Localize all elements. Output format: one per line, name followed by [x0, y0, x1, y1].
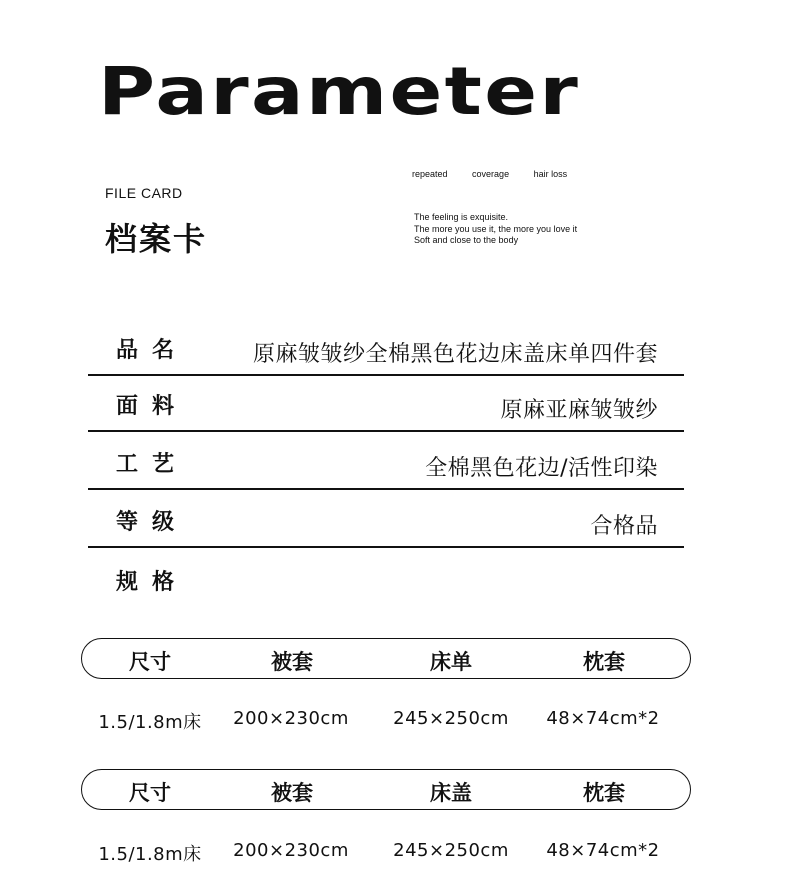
file-card-cn-label: 档案卡	[105, 220, 208, 258]
feeling-text	[414, 212, 577, 247]
param-label: 面料	[116, 394, 189, 419]
header-cell: 床盖	[430, 781, 472, 805]
size-cell: 1.5/1.8m床	[98, 844, 202, 865]
size-table-header	[81, 769, 691, 810]
param-value: 合格品	[590, 514, 658, 539]
param-row-craft	[88, 432, 684, 490]
param-row-fabric	[88, 374, 684, 432]
header-cell: 床单	[430, 650, 472, 674]
header-cell: 尺寸	[129, 650, 171, 674]
param-label: 规格	[116, 570, 189, 595]
tag-hair-loss: hair loss	[533, 169, 568, 179]
size-cell: 48×74cm*2	[546, 840, 660, 861]
size-table-header	[81, 638, 691, 679]
param-label: 等级	[116, 510, 189, 535]
size-cell: 200×230cm	[233, 708, 349, 729]
tag-repeated: repeated	[412, 169, 448, 179]
header-cell: 被套	[271, 781, 313, 805]
param-value: 全棉黑色花边/活性印染	[425, 456, 658, 481]
feeling-line: The more you use it, the more you love it	[414, 223, 578, 234]
param-row-grade	[88, 490, 684, 548]
header-cell: 被套	[271, 650, 313, 674]
header-cell: 枕套	[583, 781, 625, 805]
size-table-row	[0, 840, 790, 866]
size-cell: 1.5/1.8m床	[98, 712, 202, 733]
param-row-spec	[88, 550, 684, 606]
param-value: 原麻皱皱纱全棉黑色花边床盖床单四件套	[252, 342, 658, 367]
feeling-line: The feeling is exquisite.	[414, 212, 509, 222]
size-table-row	[0, 708, 790, 734]
param-label: 工艺	[116, 452, 189, 477]
tag-coverage: coverage	[472, 169, 510, 179]
feeling-line: Soft and close to the body	[414, 235, 519, 245]
page-title: Parameter	[98, 53, 581, 130]
param-row-product-name	[88, 318, 684, 376]
param-value: 原麻亚麻皱皱纱	[500, 398, 658, 423]
file-card-label: FILE CARD	[105, 185, 183, 201]
size-cell: 245×250cm	[393, 708, 509, 729]
header-cell: 尺寸	[129, 781, 171, 805]
param-label: 品名	[116, 338, 189, 363]
header-cell: 枕套	[583, 650, 625, 674]
size-cell: 245×250cm	[393, 840, 509, 861]
size-cell: 48×74cm*2	[546, 708, 660, 729]
size-cell: 200×230cm	[233, 840, 349, 861]
tag-list	[412, 169, 589, 179]
